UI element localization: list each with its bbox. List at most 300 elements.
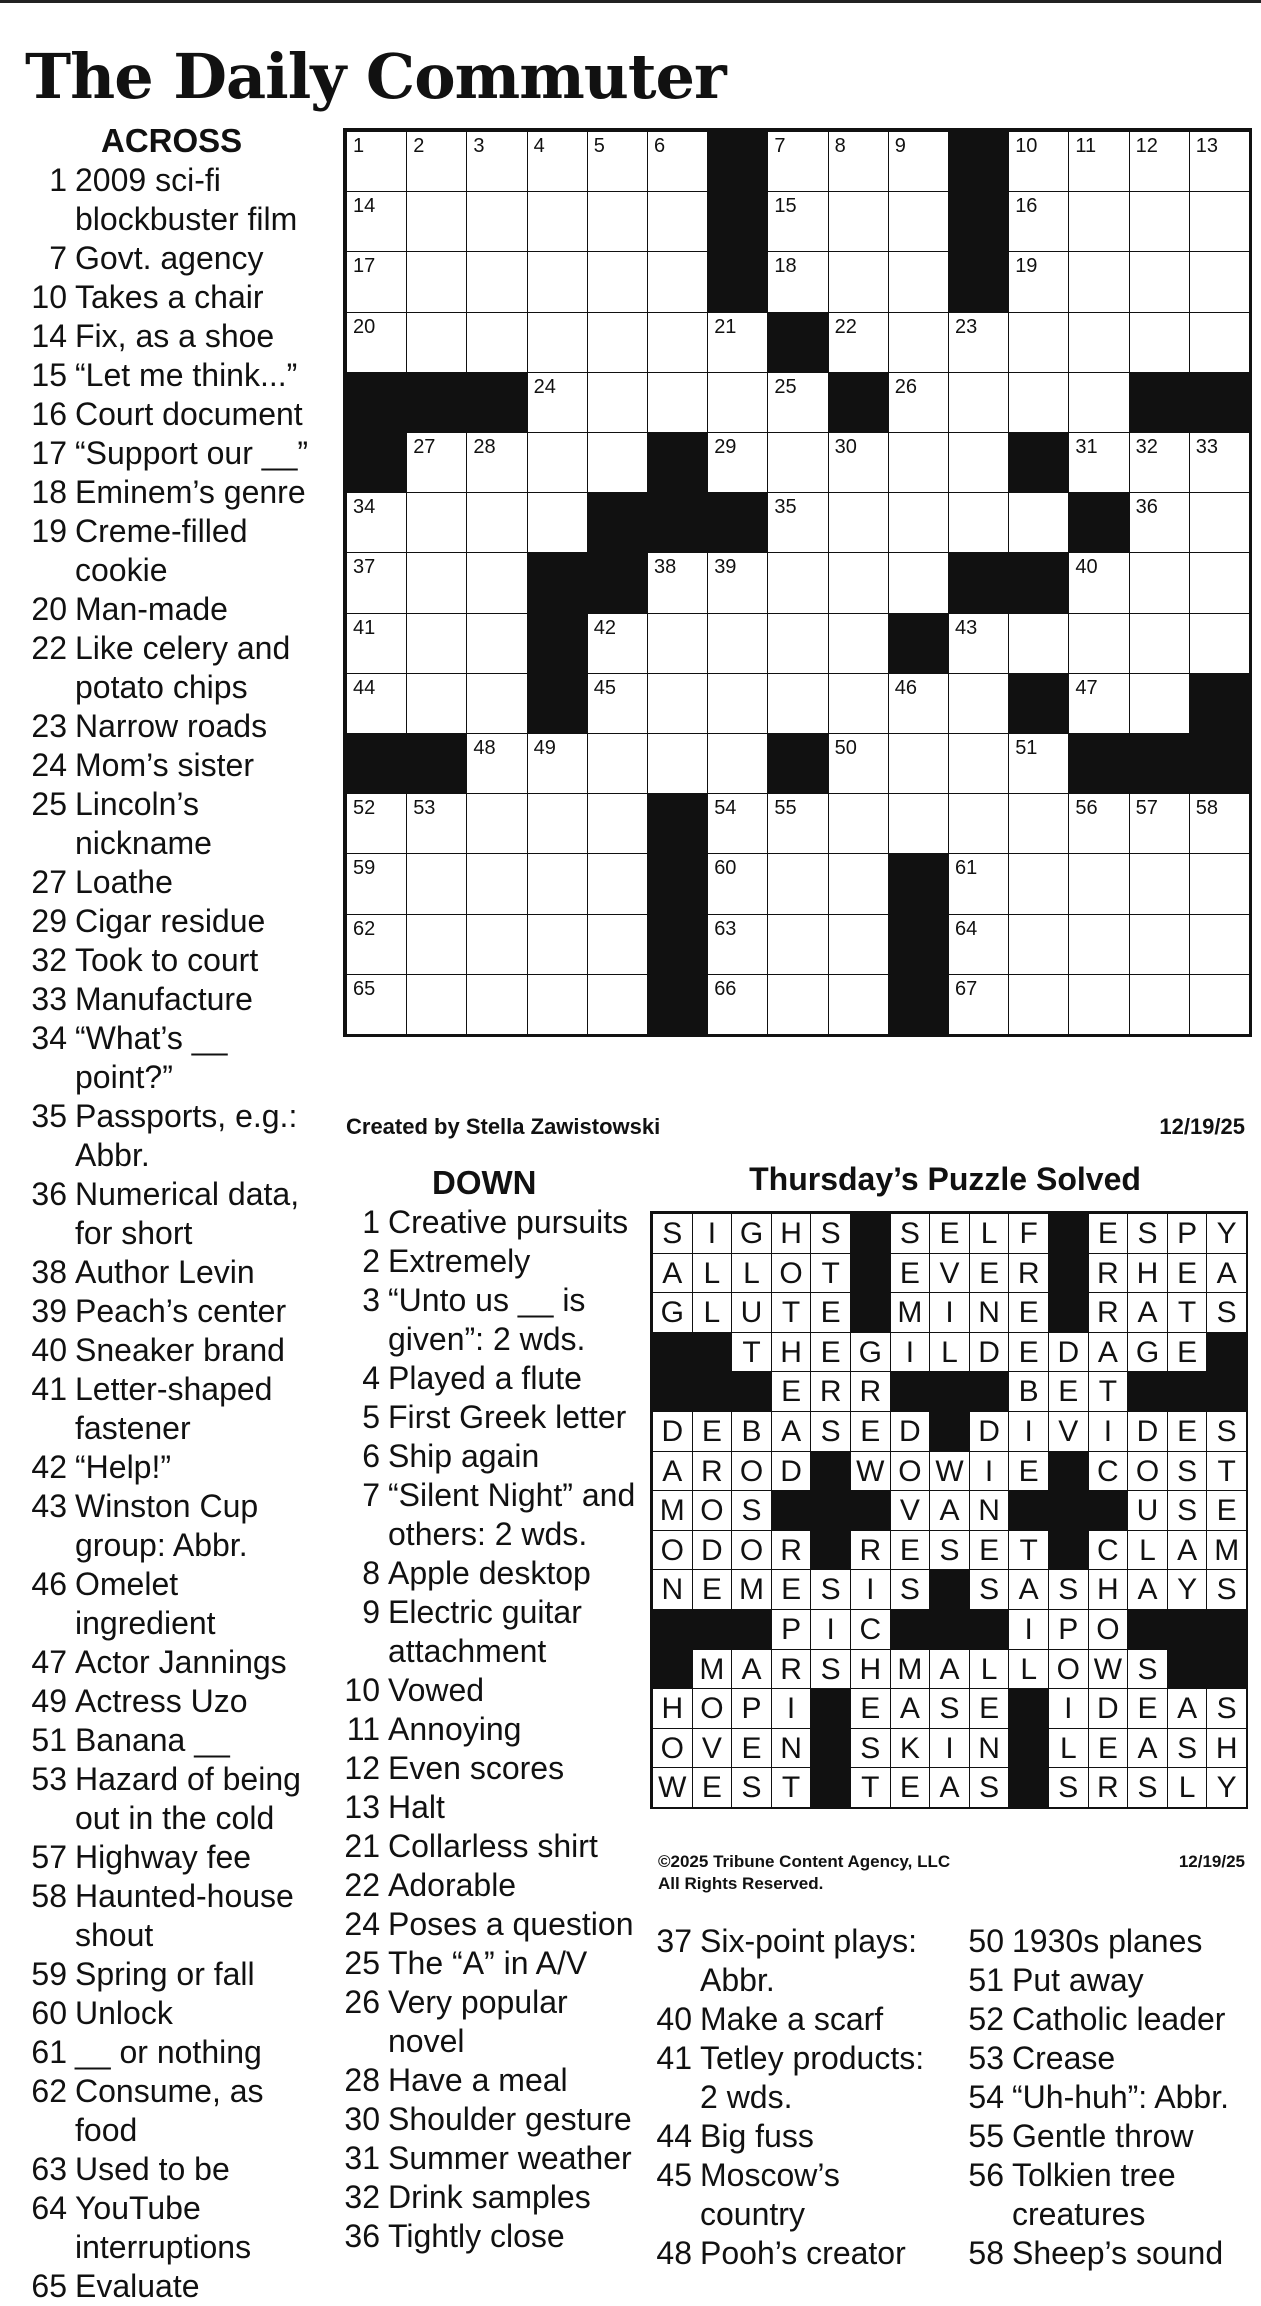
cell-number: 45 — [593, 676, 617, 699]
grid-cell[interactable] — [948, 432, 1009, 493]
grid-cell[interactable] — [346, 251, 407, 312]
cell-number: 2 — [413, 135, 425, 157]
grid-cell[interactable] — [466, 733, 527, 794]
grid-cell[interactable] — [406, 312, 467, 373]
solution-letter: R — [810, 1371, 851, 1412]
grid-cell[interactable] — [828, 492, 889, 553]
grid-cell[interactable] — [527, 131, 588, 192]
down-clues-continued-2 — [962, 1922, 1257, 2273]
copyright-line: ©2025 Tribune Content Agency, LLC — [658, 1852, 951, 1871]
grid-cell[interactable] — [647, 312, 708, 373]
grid-cell[interactable] — [828, 793, 889, 854]
grid-cell[interactable] — [406, 974, 467, 1035]
clue-line: others: 2 wds. — [388, 1516, 588, 1552]
grid-cell[interactable] — [466, 191, 527, 252]
grid-cell[interactable] — [466, 914, 527, 975]
grid-cell[interactable] — [1189, 131, 1250, 192]
grid-cell[interactable] — [466, 853, 527, 914]
solution-letter: L — [1008, 1649, 1049, 1690]
grid-cell[interactable] — [587, 733, 648, 794]
clue-text — [700, 1922, 950, 2000]
grid-cell[interactable] — [406, 251, 467, 312]
clue-line: Annoying — [388, 1711, 522, 1747]
down-clues — [338, 1163, 638, 2256]
clue-item — [25, 2033, 325, 2072]
clue-line: shout — [75, 1917, 154, 1953]
grid-cell[interactable] — [948, 793, 1009, 854]
grid-cell[interactable] — [466, 673, 527, 734]
grid-cell[interactable] — [587, 914, 648, 975]
grid-cell[interactable] — [527, 793, 588, 854]
grid-cell[interactable] — [466, 131, 527, 192]
clue-number: 44 — [656, 2118, 692, 2154]
clue-item — [25, 1760, 325, 1838]
grid-cell[interactable] — [587, 613, 648, 674]
cell-number: 33 — [1195, 436, 1219, 458]
clue-text — [75, 2150, 325, 2189]
solution-letter: N — [969, 1292, 1010, 1333]
grid-cell[interactable] — [767, 191, 828, 252]
clue-item — [338, 1203, 638, 1242]
black-square — [647, 914, 708, 975]
grid-cell[interactable] — [587, 793, 648, 854]
clue-item — [338, 2178, 638, 2217]
grid-cell[interactable] — [1008, 492, 1069, 553]
grid-cell[interactable] — [888, 492, 949, 553]
solution-black-square — [692, 1371, 733, 1412]
grid-cell[interactable] — [346, 853, 407, 914]
grid-cell[interactable] — [406, 131, 467, 192]
grid-cell[interactable] — [1189, 853, 1250, 914]
black-square — [466, 372, 527, 433]
grid-cell[interactable] — [406, 191, 467, 252]
grid-cell[interactable] — [527, 914, 588, 975]
grid-cell[interactable] — [647, 131, 708, 192]
grid-cell[interactable] — [587, 312, 648, 373]
grid-cell[interactable] — [828, 974, 889, 1035]
clue-item — [25, 1838, 325, 1877]
grid-cell[interactable] — [1129, 613, 1190, 674]
grid-cell[interactable] — [406, 492, 467, 553]
solution-letter: I — [1048, 1688, 1089, 1729]
grid-cell[interactable] — [406, 853, 467, 914]
solution-letter: L — [929, 1332, 970, 1373]
clue-text — [75, 863, 325, 902]
grid-cell[interactable] — [828, 733, 889, 794]
clue-item — [25, 707, 325, 746]
grid-cell[interactable] — [346, 673, 407, 734]
grid-cell[interactable] — [948, 312, 1009, 373]
grid-cell[interactable] — [1068, 312, 1129, 373]
cell-number: 64 — [955, 917, 978, 940]
grid-cell[interactable] — [466, 613, 527, 674]
grid-cell[interactable] — [1129, 432, 1190, 493]
grid-cell[interactable] — [707, 552, 768, 613]
grid-cell[interactable] — [406, 793, 467, 854]
grid-cell[interactable] — [1008, 974, 1069, 1035]
grid-cell[interactable] — [828, 312, 889, 373]
grid-cell[interactable] — [1008, 372, 1069, 433]
grid-cell[interactable] — [707, 312, 768, 373]
grid-cell[interactable] — [1068, 673, 1129, 734]
grid-cell[interactable] — [767, 372, 828, 433]
grid-cell[interactable] — [587, 372, 648, 433]
clue-line: Consume, as — [75, 2073, 264, 2109]
grid-cell[interactable] — [346, 974, 407, 1035]
grid-cell[interactable] — [828, 613, 889, 674]
grid-cell[interactable] — [647, 673, 708, 734]
grid-cell[interactable] — [587, 432, 648, 493]
clue-item — [25, 2150, 325, 2189]
grid-cell[interactable] — [1129, 251, 1190, 312]
grid-cell[interactable] — [828, 853, 889, 914]
grid-cell[interactable] — [888, 191, 949, 252]
solution-letter: E — [929, 1213, 970, 1254]
clue-item — [25, 395, 325, 434]
clue-text — [75, 1565, 325, 1643]
clue-line: Eminem’s genre — [75, 474, 306, 510]
clue-line: Tightly close — [388, 2218, 565, 2254]
grid-cell[interactable] — [948, 974, 1009, 1035]
grid-cell[interactable] — [767, 552, 828, 613]
black-square — [1008, 552, 1069, 613]
grid-cell[interactable] — [1129, 191, 1190, 252]
grid-cell[interactable] — [466, 793, 527, 854]
grid-cell[interactable] — [707, 372, 768, 433]
clue-text — [75, 356, 325, 395]
grid-cell[interactable] — [767, 853, 828, 914]
grid-cell[interactable] — [346, 552, 407, 613]
grid-cell[interactable] — [527, 372, 588, 433]
grid-cell[interactable] — [466, 492, 527, 553]
cell-number: 6 — [654, 135, 666, 157]
cell-number: 17 — [353, 255, 376, 278]
solution-letter: I — [890, 1332, 931, 1373]
cell-number: 46 — [894, 676, 918, 699]
solution-black-square — [731, 1371, 772, 1412]
grid-cell[interactable] — [587, 974, 648, 1035]
grid-cell[interactable] — [1008, 191, 1069, 252]
grid-cell[interactable] — [1008, 793, 1069, 854]
solution-letter: M — [1206, 1530, 1247, 1571]
grid-cell[interactable] — [1008, 131, 1069, 192]
grid-cell[interactable] — [707, 853, 768, 914]
cell-number: 13 — [1195, 135, 1219, 157]
clue-number: 58 — [31, 1878, 67, 1914]
grid-cell[interactable] — [1068, 853, 1129, 914]
grid-cell[interactable] — [1189, 974, 1250, 1035]
grid-cell[interactable] — [767, 914, 828, 975]
grid-cell[interactable] — [1068, 974, 1129, 1035]
clue-text — [75, 707, 325, 746]
grid-cell[interactable] — [1068, 432, 1129, 493]
clue-text — [75, 239, 325, 278]
grid-cell[interactable] — [1189, 613, 1250, 674]
clue-line: Actor Jannings — [75, 1644, 287, 1680]
grid-cell[interactable] — [647, 613, 708, 674]
clue-text — [388, 1788, 638, 1827]
clue-item — [25, 1331, 325, 1370]
clue-text — [75, 1097, 325, 1175]
grid-cell[interactable] — [466, 312, 527, 373]
grid-cell[interactable] — [828, 914, 889, 975]
clue-line: “Uh-huh”: Abbr. — [1012, 2079, 1229, 2115]
grid-cell[interactable] — [587, 251, 648, 312]
clue-number: 39 — [31, 1293, 67, 1329]
grid-cell[interactable] — [1008, 251, 1069, 312]
solution-black-square — [731, 1609, 772, 1650]
grid-cell[interactable] — [406, 914, 467, 975]
grid-cell[interactable] — [707, 673, 768, 734]
clue-text — [388, 1476, 638, 1554]
clue-text — [75, 434, 325, 473]
grid-cell[interactable] — [888, 372, 949, 433]
grid-cell[interactable] — [948, 372, 1009, 433]
grid-cell[interactable] — [1129, 552, 1190, 613]
solution-letter: E — [810, 1292, 851, 1333]
cell-number: 14 — [353, 195, 376, 218]
grid-cell[interactable] — [647, 733, 708, 794]
solution-letter: E — [771, 1569, 812, 1610]
grid-cell[interactable] — [888, 432, 949, 493]
grid-cell[interactable] — [767, 432, 828, 493]
solution-black-square — [1048, 1213, 1089, 1254]
clue-text — [75, 1721, 325, 1760]
grid-cell[interactable] — [1129, 492, 1190, 553]
grid-cell[interactable] — [948, 492, 1009, 553]
grid-cell[interactable] — [346, 191, 407, 252]
clue-number: 32 — [344, 2179, 380, 2215]
grid-cell[interactable] — [767, 251, 828, 312]
solution-letter: H — [771, 1213, 812, 1254]
solution-black-square — [692, 1332, 733, 1373]
clue-item — [25, 1721, 325, 1760]
grid-cell[interactable] — [527, 312, 588, 373]
grid-cell[interactable] — [1129, 673, 1190, 734]
grid-cell[interactable] — [1068, 372, 1129, 433]
clue-line: Haunted-house — [75, 1878, 294, 1914]
grid-cell[interactable] — [828, 251, 889, 312]
clue-line: Letter-shaped — [75, 1371, 273, 1407]
grid-cell[interactable] — [828, 191, 889, 252]
grid-cell[interactable] — [1068, 191, 1129, 252]
clue-item — [25, 1643, 325, 1682]
grid-cell[interactable] — [707, 432, 768, 493]
grid-cell[interactable] — [587, 191, 648, 252]
grid-cell[interactable] — [587, 673, 648, 734]
clue-number: 18 — [31, 474, 67, 510]
grid-cell[interactable] — [647, 191, 708, 252]
grid-cell[interactable] — [1129, 853, 1190, 914]
solution-letter: I — [929, 1728, 970, 1769]
clue-line: Used to be — [75, 2151, 230, 2187]
grid-cell[interactable] — [587, 131, 648, 192]
clue-item — [338, 1437, 638, 1476]
cell-number: 63 — [714, 917, 737, 940]
grid-cell[interactable] — [527, 733, 588, 794]
grid-cell[interactable] — [888, 312, 949, 373]
clue-item — [25, 1955, 325, 1994]
grid-cell[interactable] — [707, 793, 768, 854]
clue-text — [75, 395, 325, 434]
grid-cell[interactable] — [466, 432, 527, 493]
grid-cell[interactable] — [406, 613, 467, 674]
grid-cell[interactable] — [707, 613, 768, 674]
grid-cell[interactable] — [707, 974, 768, 1035]
grid-cell[interactable] — [346, 613, 407, 674]
grid-cell[interactable] — [466, 251, 527, 312]
grid-cell[interactable] — [1129, 312, 1190, 373]
grid-cell[interactable] — [1008, 914, 1069, 975]
clue-line: Omelet ingredient — [75, 1566, 216, 1641]
grid-cell[interactable] — [346, 914, 407, 975]
grid-cell[interactable] — [767, 492, 828, 553]
solution-letter: S — [1127, 1767, 1168, 1808]
grid-cell[interactable] — [527, 251, 588, 312]
grid-cell[interactable] — [466, 974, 527, 1035]
solution-letter: V — [692, 1728, 733, 1769]
grid-cell[interactable] — [466, 552, 527, 613]
grid-cell[interactable] — [948, 673, 1009, 734]
clue-item — [25, 629, 325, 707]
grid-cell[interactable] — [1008, 853, 1069, 914]
grid-cell[interactable] — [1189, 793, 1250, 854]
grid-cell[interactable] — [527, 974, 588, 1035]
clue-number: 43 — [31, 1488, 67, 1524]
grid-cell[interactable] — [647, 372, 708, 433]
grid-cell[interactable] — [828, 552, 889, 613]
solution-letter: T — [850, 1767, 891, 1808]
grid-cell[interactable] — [948, 613, 1009, 674]
solution-black-square — [1048, 1530, 1089, 1571]
grid-cell[interactable] — [888, 793, 949, 854]
clue-line: Lincoln’s — [75, 786, 199, 822]
clue-number: 10 — [31, 279, 67, 315]
grid-cell[interactable] — [527, 432, 588, 493]
grid-cell[interactable] — [647, 251, 708, 312]
grid-cell[interactable] — [1068, 613, 1129, 674]
solution-black-square — [1008, 1728, 1049, 1769]
grid-cell[interactable] — [1189, 492, 1250, 553]
grid-cell[interactable] — [647, 552, 708, 613]
solution-letter: V — [929, 1253, 970, 1294]
solution-letter: D — [692, 1530, 733, 1571]
solution-letter: S — [1127, 1649, 1168, 1690]
grid-cell[interactable] — [1189, 312, 1250, 373]
grid-cell[interactable] — [346, 793, 407, 854]
clue-text — [75, 1877, 325, 1955]
clue-item — [962, 2039, 1257, 2078]
grid-cell[interactable] — [1129, 914, 1190, 975]
clue-line: Put away — [1012, 1962, 1144, 1998]
grid-cell[interactable] — [1068, 552, 1129, 613]
clue-text — [388, 2139, 638, 2178]
black-square — [346, 432, 407, 493]
grid-cell[interactable] — [1068, 793, 1129, 854]
grid-cell[interactable] — [888, 673, 949, 734]
grid-cell[interactable] — [888, 552, 949, 613]
clue-text — [388, 2178, 638, 2217]
clue-line: Takes a chair — [75, 279, 264, 315]
grid-cell[interactable] — [346, 492, 407, 553]
grid-cell[interactable] — [707, 733, 768, 794]
grid-cell[interactable] — [587, 853, 648, 914]
solution-letter: I — [1088, 1411, 1129, 1452]
grid-cell[interactable] — [1008, 733, 1069, 794]
grid-cell[interactable] — [707, 914, 768, 975]
grid-cell[interactable] — [828, 131, 889, 192]
clue-item — [25, 473, 325, 512]
clue-text — [75, 746, 325, 785]
solution-black-square — [810, 1767, 851, 1808]
cell-number: 16 — [1015, 195, 1038, 218]
grid-cell[interactable] — [1189, 432, 1250, 493]
grid-cell[interactable] — [1189, 191, 1250, 252]
cell-number: 23 — [955, 315, 978, 338]
clue-number: 59 — [31, 1956, 67, 1992]
clue-text — [75, 629, 325, 707]
solution-letter: S — [850, 1728, 891, 1769]
crossword-grid[interactable] — [343, 128, 1252, 1037]
grid-cell[interactable] — [948, 853, 1009, 914]
grid-cell[interactable] — [888, 251, 949, 312]
grid-cell[interactable] — [767, 131, 828, 192]
grid-cell[interactable] — [948, 733, 1009, 794]
grid-cell[interactable] — [828, 673, 889, 734]
solution-letter: V — [1048, 1411, 1089, 1452]
grid-cell[interactable] — [888, 131, 949, 192]
grid-cell[interactable] — [406, 673, 467, 734]
grid-cell[interactable] — [406, 552, 467, 613]
clue-item — [338, 1359, 638, 1398]
grid-cell[interactable] — [1189, 914, 1250, 975]
grid-cell[interactable] — [767, 974, 828, 1035]
grid-cell[interactable] — [527, 492, 588, 553]
grid-cell[interactable] — [1129, 793, 1190, 854]
grid-cell[interactable] — [767, 673, 828, 734]
clue-line: Crease — [1012, 2040, 1116, 2076]
grid-cell[interactable] — [406, 432, 467, 493]
grid-cell[interactable] — [1129, 131, 1190, 192]
grid-cell[interactable] — [1068, 914, 1129, 975]
grid-cell[interactable] — [1189, 251, 1250, 312]
grid-cell[interactable] — [1008, 613, 1069, 674]
solution-letter: E — [1167, 1253, 1208, 1294]
grid-cell[interactable] — [527, 191, 588, 252]
grid-cell[interactable] — [1068, 131, 1129, 192]
grid-cell[interactable] — [1008, 312, 1069, 373]
grid-cell[interactable] — [767, 793, 828, 854]
grid-cell[interactable] — [527, 853, 588, 914]
grid-cell[interactable] — [948, 914, 1009, 975]
solution-black-square — [1048, 1292, 1089, 1333]
grid-cell[interactable] — [828, 432, 889, 493]
solution-letter: S — [1167, 1728, 1208, 1769]
solution-letter: E — [810, 1332, 851, 1373]
clue-number: 42 — [31, 1449, 67, 1485]
grid-cell[interactable] — [1189, 552, 1250, 613]
grid-cell[interactable] — [346, 131, 407, 192]
grid-cell[interactable] — [767, 613, 828, 674]
grid-cell[interactable] — [888, 733, 949, 794]
solution-letter: I — [850, 1569, 891, 1610]
clue-item — [338, 1593, 638, 1671]
clue-number: 49 — [31, 1683, 67, 1719]
solution-letter: H — [850, 1649, 891, 1690]
grid-cell[interactable] — [346, 312, 407, 373]
grid-cell[interactable] — [1068, 251, 1129, 312]
grid-cell[interactable] — [1129, 974, 1190, 1035]
